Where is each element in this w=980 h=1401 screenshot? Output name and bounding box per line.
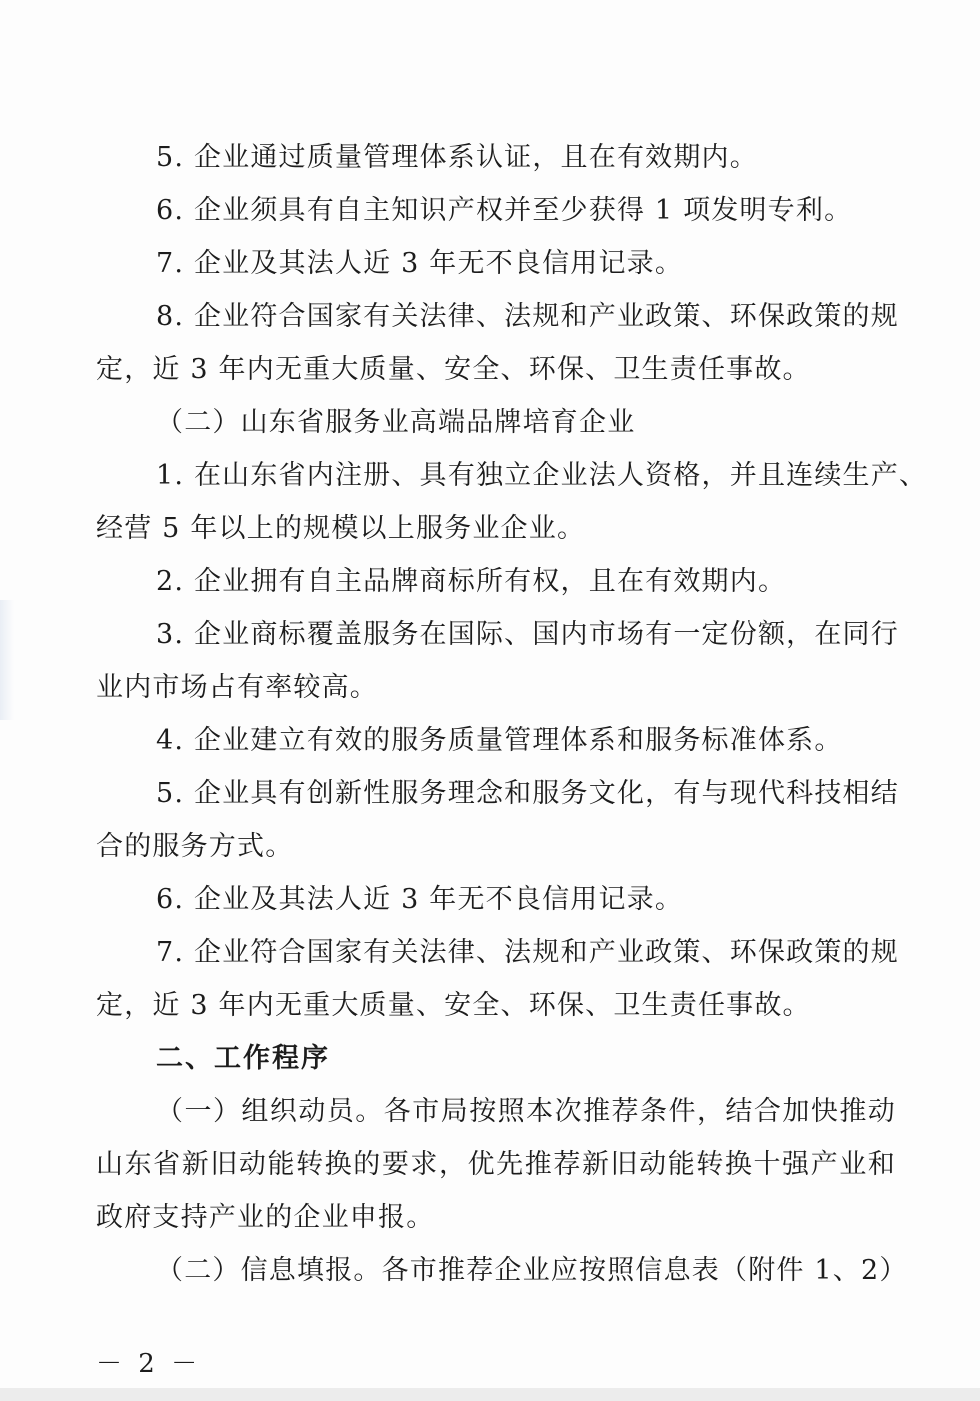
text-line: 3. 企业商标覆盖服务在国际、国内市场有一定份额，在同行 [156, 619, 899, 650]
text-line: 4. 企业建立有效的服务质量管理体系和服务标准体系。 [156, 725, 843, 756]
text-line: 1. 在山东省内注册、具有独立企业法人资格，并且连续生产、 [156, 460, 928, 491]
text-line: 经营 5 年以上的规模以上服务业企业。 [96, 513, 586, 544]
section-subheading: （二）山东省服务业高端品牌培育企业 [156, 407, 636, 438]
text-line: （二）信息填报。各市推荐企业应按照信息表（附件 1、2） [156, 1255, 908, 1286]
text-line: 山东省新旧动能转换的要求，优先推荐新旧动能转换十强产业和 [96, 1149, 896, 1180]
section-heading: 二、工作程序 [156, 1043, 330, 1074]
text-line: 合的服务方式。 [96, 831, 294, 862]
bottom-border [0, 1388, 980, 1401]
text-line: 定，近 3 年内无重大质量、安全、环保、卫生责任事故。 [96, 990, 811, 1021]
page-number: － 2 － [96, 1349, 202, 1379]
text-line: （一）组织动员。各市局按照本次推荐条件，结合加快推动 [156, 1096, 896, 1127]
text-line: 5. 企业通过质量管理体系认证，且在有效期内。 [156, 142, 758, 173]
text-line: 8. 企业符合国家有关法律、法规和产业政策、环保政策的规 [156, 301, 899, 332]
text-line: 6. 企业及其法人近 3 年无不良信用记录。 [156, 884, 684, 915]
text-line: 7. 企业符合国家有关法律、法规和产业政策、环保政策的规 [156, 937, 899, 968]
text-line: 5. 企业具有创新性服务理念和服务文化，有与现代科技相结 [156, 778, 899, 809]
text-line: 业内市场占有率较高。 [96, 672, 378, 703]
text-line: 政府支持产业的企业申报。 [96, 1202, 435, 1233]
text-line: 定，近 3 年内无重大质量、安全、环保、卫生责任事故。 [96, 354, 811, 385]
text-line: 6. 企业须具有自主知识产权并至少获得 1 项发明专利。 [156, 195, 853, 226]
text-line: 7. 企业及其法人近 3 年无不良信用记录。 [156, 248, 684, 279]
text-line: 2. 企业拥有自主品牌商标所有权，且在有效期内。 [156, 566, 787, 597]
scan-edge-shadow [0, 600, 14, 720]
